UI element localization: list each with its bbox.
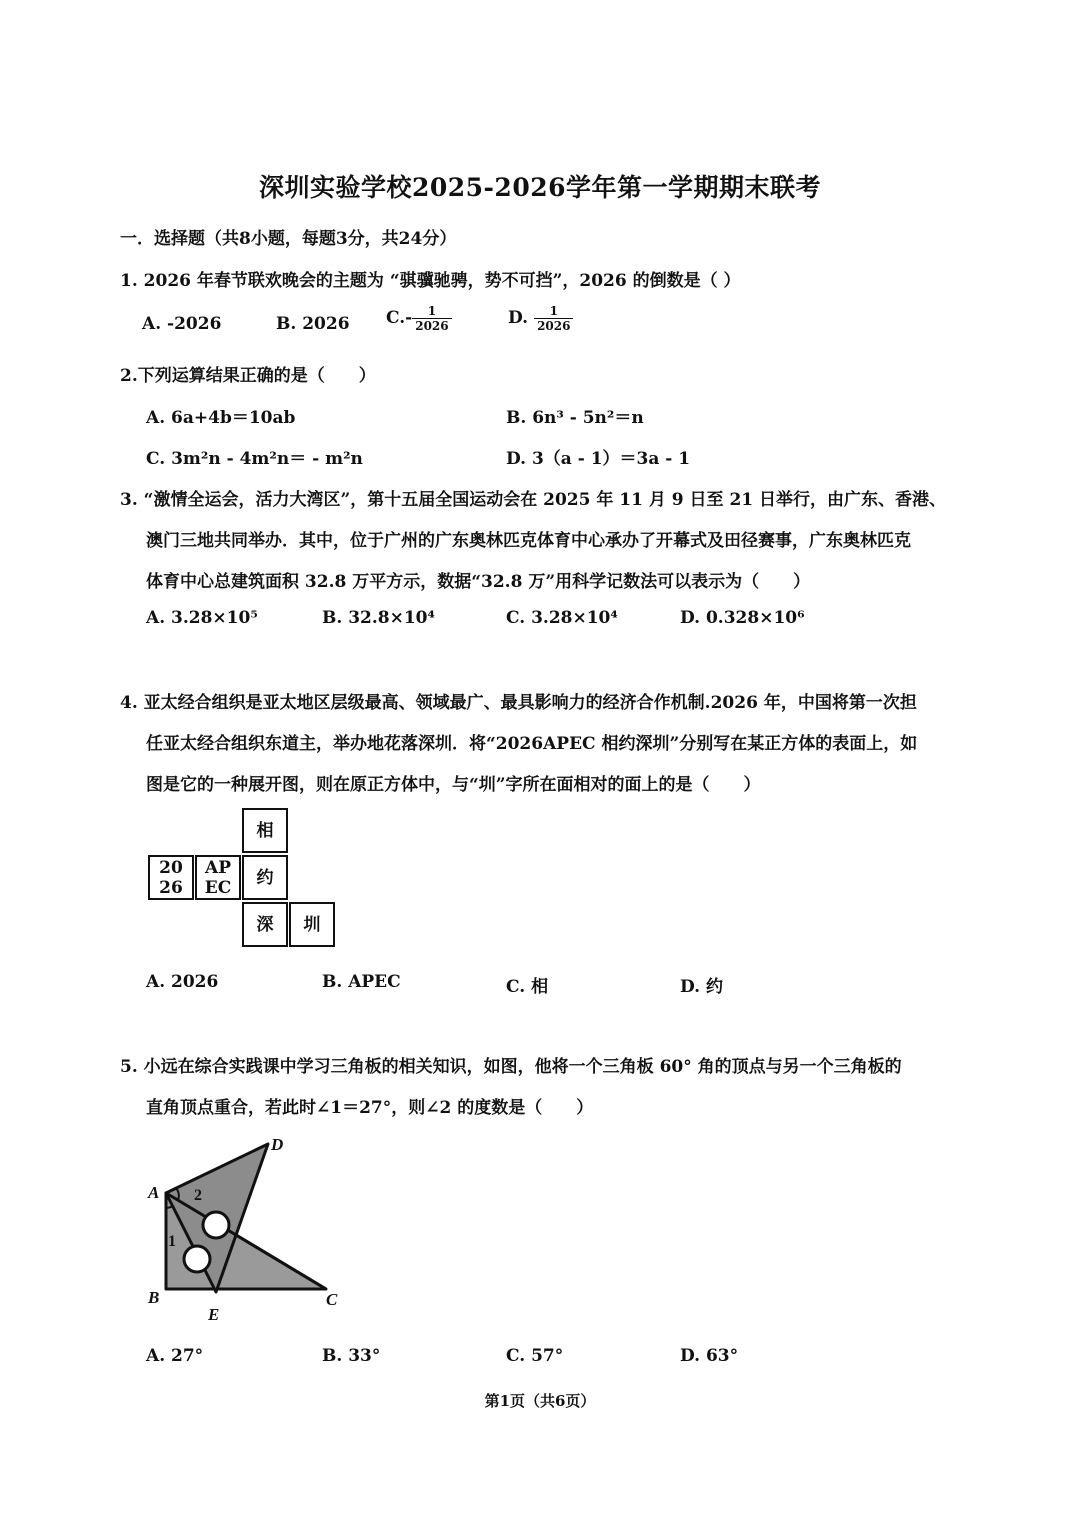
label-d: D xyxy=(271,1135,284,1154)
q3-option-b: B. 32.8×10⁴ xyxy=(322,608,435,628)
q3-line-1: 3. “激情全运会，活力大湾区”，第十五届全国运动会在 2025 年 11 月 9 日至 21 日举行，由广东、香港、 xyxy=(120,490,947,510)
net-face-apec-top: AP xyxy=(205,857,231,878)
q1-option-a: A. -2026 xyxy=(142,314,222,334)
q4-line-1: 4. 亚太经合组织是亚太地区层级最高、领域最广、最具影响力的经济合作机制.2026 年，中国将第一次担 xyxy=(120,693,917,713)
q3-option-c: C. 3.28×10⁴ xyxy=(506,608,618,628)
q3-option-a: A. 3.28×10⁵ xyxy=(146,608,258,628)
q1-option-b: B. 2026 xyxy=(276,314,350,334)
q5-option-a: A. 27° xyxy=(146,1346,204,1366)
label-angle-2: 2 xyxy=(194,1187,202,1204)
net-face-yue: 约 xyxy=(242,855,288,900)
q3-line-2: 澳门三地共同举办．其中，位于广州的广东奥林匹克体育中心承办了开幕式及田径赛事，广东奥林匹克 xyxy=(146,531,911,551)
q1-option-c xyxy=(386,304,452,333)
q1-option-d-prefix: D. xyxy=(508,308,529,328)
net-face-zhen: 圳 xyxy=(289,902,335,947)
q5-option-b: B. 33° xyxy=(322,1346,381,1366)
q4-line-2: 任亚太经合组织东道主，举办地花落深圳．将“2026APEC 相约深圳”分别写在某正方体的表面上，如 xyxy=(146,734,918,754)
q2-text: 2.下列运算结果正确的是（ ） xyxy=(120,366,376,386)
q3-line-3: 体育中心总建筑面积 32.8 万平方示，数据“32.8 万”用科学记数法可以表示为（ ） xyxy=(146,572,811,592)
label-c: C xyxy=(326,1290,338,1309)
net-face-xiang: 相 xyxy=(242,808,288,853)
set-square-hole-upper xyxy=(203,1212,229,1238)
net-face-2026-top: 20 xyxy=(159,857,183,878)
triangle-figure xyxy=(140,1128,360,1328)
net-face-apec-bottom: EC xyxy=(204,877,232,898)
q1-option-d xyxy=(508,304,573,333)
q4-option-d: D. 约 xyxy=(680,977,723,997)
label-b: B xyxy=(148,1288,160,1307)
page-title: 深圳实验学校2025-2026学年第一学期期末联考 xyxy=(258,173,822,202)
q5-option-c: C. 57° xyxy=(506,1346,564,1366)
q1-option-c-prefix: C.- xyxy=(386,308,413,328)
q4-option-b: B. APEC xyxy=(322,972,401,992)
q3-option-d: D. 0.328×10⁶ xyxy=(680,608,805,628)
net-face-shen: 深 xyxy=(242,902,288,947)
label-e: E xyxy=(208,1305,220,1324)
q4-line-3: 图是它的一种展开图，则在原正方体中，与“圳”字所在面相对的面上的是（ ） xyxy=(146,775,761,795)
fraction-numerator: 1 xyxy=(534,304,573,319)
q4-option-c: C. 相 xyxy=(506,977,549,997)
page-footer: 第1页（共6页） xyxy=(484,1392,596,1410)
set-square-hole-lower xyxy=(184,1246,210,1272)
q5-line-1: 5. 小远在综合实践课中学习三角板的相关知识，如图，他将一个三角板 60° 角的顶点与另一个三角板的 xyxy=(120,1057,902,1077)
fraction-denominator: 2026 xyxy=(415,319,449,333)
q2-option-d: D. 3（a - 1）＝3a - 1 xyxy=(506,449,691,469)
label-a: A xyxy=(148,1183,160,1202)
q5-option-d: D. 63° xyxy=(680,1346,739,1366)
q1-text: 1. 2026 年春节联欢晚会的主题为 “骐骥驰骋，势不可挡”，2026 的倒数是（ ） xyxy=(120,271,741,291)
q2-option-c: C. 3m²n - 4m²n＝ - m²n xyxy=(146,449,363,469)
q1-option-c-fraction xyxy=(412,304,451,333)
net-face-2026-bottom: 26 xyxy=(159,877,183,898)
net-face-apec xyxy=(195,855,241,900)
fraction-denominator: 2026 xyxy=(537,319,571,333)
section-heading: 一．选择题（共8小题，每题3分，共24分） xyxy=(120,229,457,249)
q5-line-2: 直角顶点重合，若此时∠1＝27°，则∠2 的度数是（ ） xyxy=(146,1098,594,1118)
q2-option-b: B. 6n³ - 5n²＝n xyxy=(506,408,644,428)
q4-option-a: A. 2026 xyxy=(146,972,219,992)
q2-option-a: A. 6a+4b＝10ab xyxy=(146,408,296,428)
fraction-numerator: 1 xyxy=(412,304,451,319)
cube-net-figure xyxy=(148,808,340,952)
q1-option-d-fraction xyxy=(534,304,573,333)
label-angle-1: 1 xyxy=(168,1233,176,1250)
net-face-2026 xyxy=(148,855,194,900)
